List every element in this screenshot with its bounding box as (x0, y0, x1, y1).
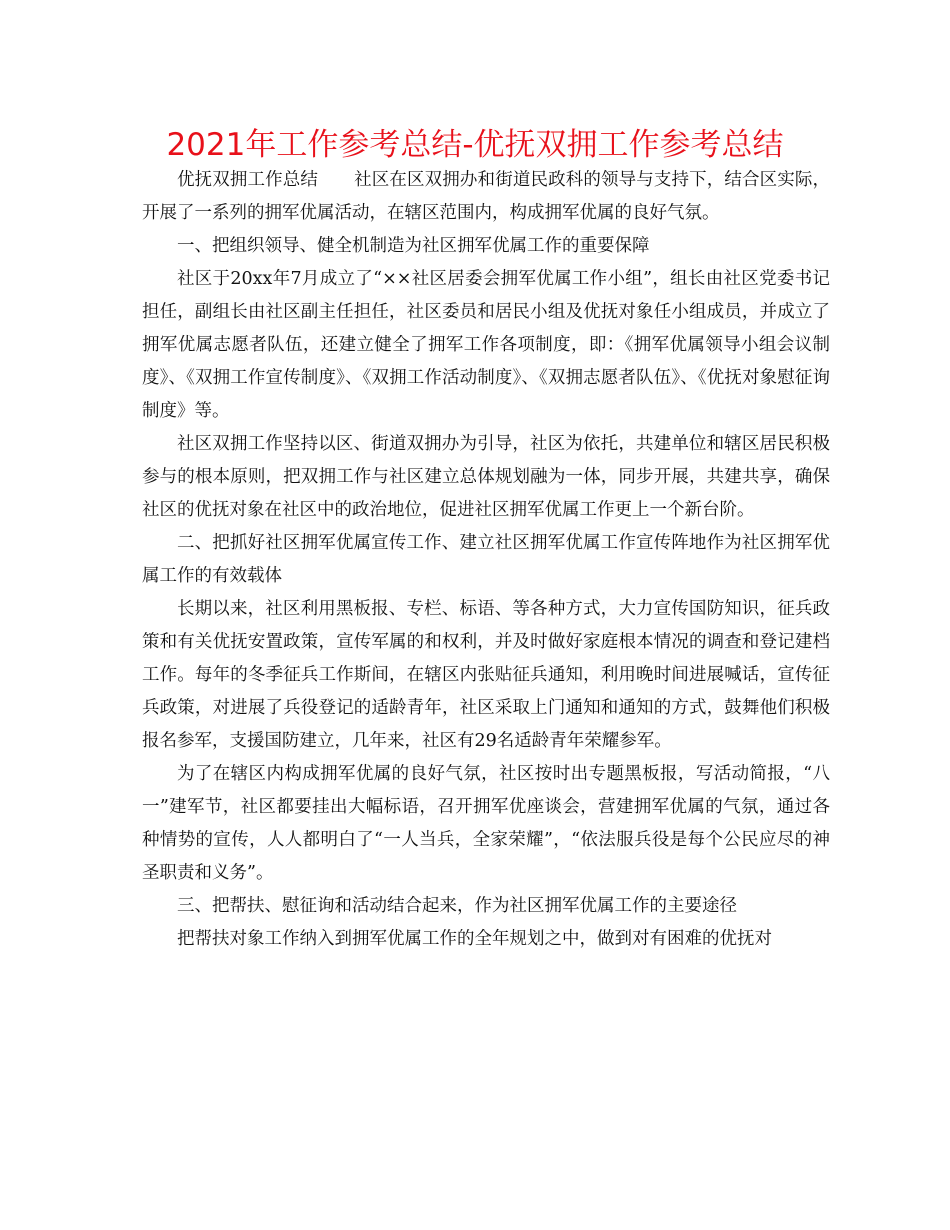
section-3-paragraph-1: 把帮扶对象工作纳入到拥军优属工作的全年规划之中，做到对有困难的优抚对 (177, 929, 772, 949)
document-body (142, 164, 830, 956)
section-1-heading: 一、把组织领导、健全机制造为社区拥军优属工作的重要保障 (177, 236, 650, 256)
section-1-paragraph-1: 社区于20xx年7月成立了“××社区居委会拥军优属工作小组”，组长由社区党委书记担任，副组长由社区副主任担任，社区委员和居民小组及优抚对象任小组成员，并成立了拥军优属志愿者队伍，还建立健全了拥军工作各项制度，即：《拥军优属领导小组会议制度》、《双拥工作宣传制度》、《双拥工作活动制度》、《双拥志愿者队伍》、《优抚对象慰征询制度》等。 (142, 269, 830, 421)
intro-text: 社区在区双拥办和街道民政科的领导与支持下，结合区实际，开展了一系列的拥军优属活动，在辖区范围内，构成拥军优属的良好气氛。 (142, 170, 831, 223)
intro-paragraph (142, 164, 830, 230)
section-2-paragraph-1: 长期以来，社区利用黑板报、专栏、标语、等各种方式，大力宣传国防知识，征兵政策和有关优抚安置政策，宣传军属的和权利，并及时做好家庭根本情况的调查和登记建档工作。每年的冬季征兵工作斯间，在辖区内张贴征兵通知，利用晚时间进展喊话，宣传征兵政策，对进展了兵役登记的适龄青年，社区采取上门通知和通知的方式，鼓舞他们积极报名参军，支援国防建立，几年来，社区有29名适龄青年荣耀参军。 (142, 599, 830, 751)
section-3-heading: 三、把帮扶、慰征询和活动结合起来，作为社区拥军优属工作的主要途径 (177, 896, 737, 916)
section-2-paragraph-2: 为了在辖区内构成拥军优属的良好气氛，社区按时出专题黑板报，写活动简报，“八一”建军节，社区都要挂出大幅标语，召开拥军优座谈会，营建拥军优属的气氛，通过各种情势的宣传，人人都明白了“一人当兵，全家荣耀”，“依法服兵役是每个公民应尽的神圣职责和义务”。 (142, 764, 830, 883)
document-title: 2021年工作参考总结-优抚双拥工作参考总结 (166, 127, 784, 163)
section-1-paragraph-2: 社区双拥工作坚持以区、街道双拥办为引导，社区为依托，共建单位和辖区居民积极参与的根本原则，把双拥工作与社区建立总体规划融为一体，同步开展，共建共享，确保社区的优抚对象在社区中的政治地位，促进社区拥军优属工作更上一个新台阶。 (142, 434, 830, 520)
section-2-heading: 二、把抓好社区拥军优属宣传工作、建立社区拥军优属工作宣传阵地作为社区拥军优属工作的有效载体 (142, 533, 830, 586)
intro-label: 优抚双拥工作总结 (177, 170, 319, 190)
